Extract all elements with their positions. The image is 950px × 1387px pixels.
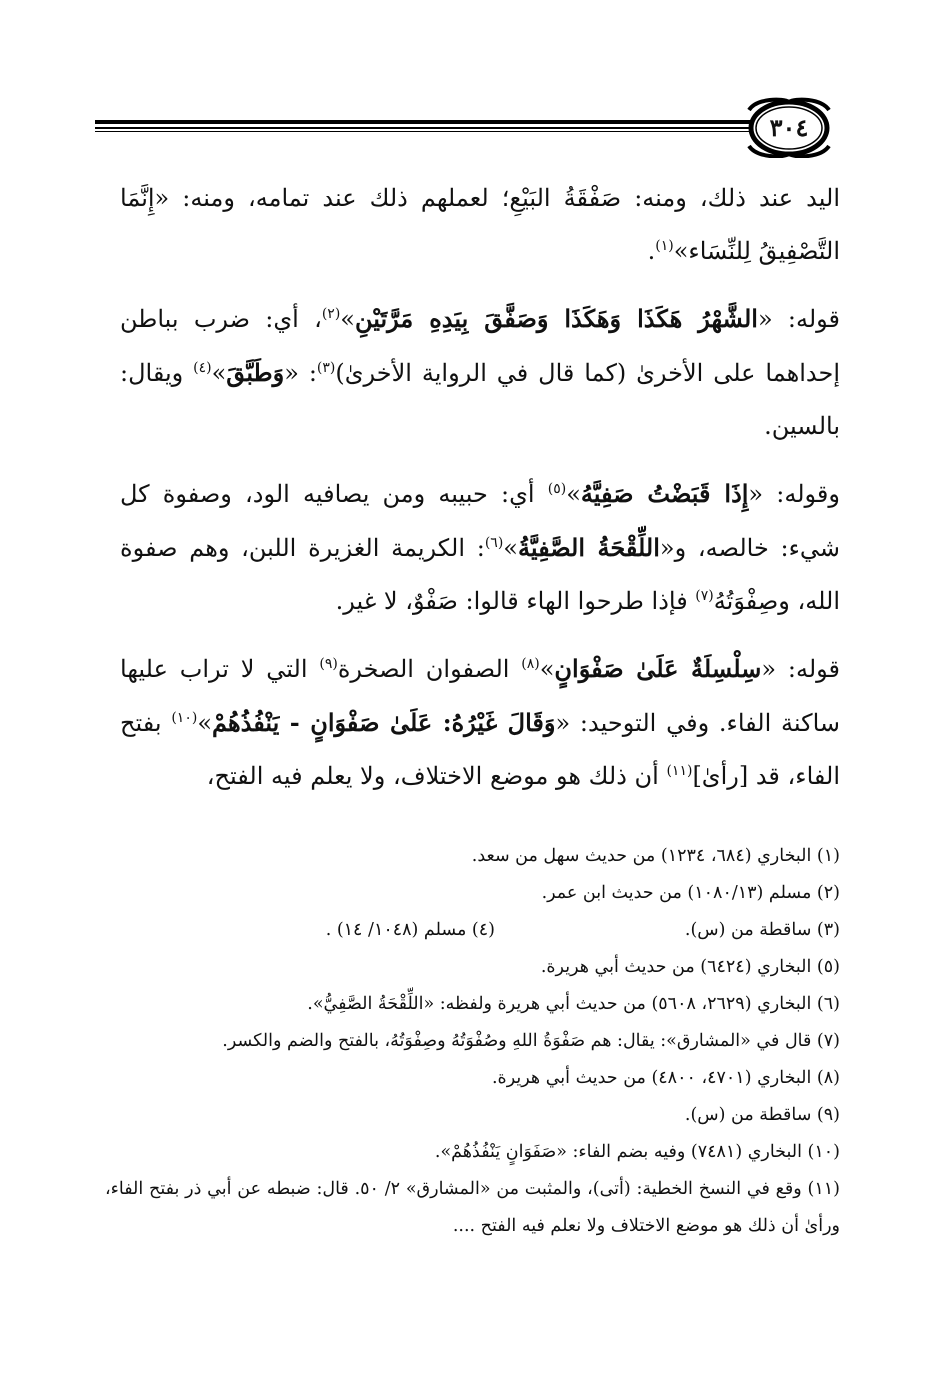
paragraph-text: ويقال: بالسين. bbox=[120, 359, 840, 440]
paragraph bbox=[120, 642, 840, 803]
footnote-ref: (٦) bbox=[484, 535, 504, 551]
paragraph-text: التي لا تراب عليها ساكنة الفاء. وفي التوحيد: « bbox=[120, 655, 840, 737]
paragraph-text: » bbox=[211, 359, 227, 387]
footnote-ref: (٩) bbox=[319, 656, 338, 672]
header-rule bbox=[95, 120, 753, 124]
paragraph-text: . bbox=[647, 237, 656, 265]
paragraph-text: اليد عند ذلك، ومنه: صَفْقَةُ البَيْعِ؛ لعملهم ذلك عند تمامه، ومنه: «إِنَّمَا التَّصْفِيقُ لِلنِّسَاء» bbox=[120, 184, 840, 265]
paragraph bbox=[120, 172, 840, 278]
paragraph-text: » bbox=[503, 534, 518, 562]
main-text bbox=[120, 172, 840, 817]
hadith-quote: وَطَبَّقَ bbox=[226, 358, 285, 387]
hadith-quote: وَقَالَ غَيْرُهُ: عَلَىٰ صَفْوَانٍ - يَنْفُذُهُمْ bbox=[212, 708, 556, 737]
footnote-ref: (٣) bbox=[316, 360, 336, 376]
footnote-row bbox=[105, 912, 840, 949]
footnote-ref: (٢) bbox=[321, 306, 341, 322]
paragraph-text: » bbox=[197, 709, 212, 737]
page-number: ٣٠٤ bbox=[769, 112, 809, 142]
paragraph-text: وقوله: « bbox=[748, 480, 840, 508]
paragraph-text: » bbox=[340, 305, 355, 333]
footnote: (٥) البخاري (٦٤٢٤) من حديث أبي هريرة. bbox=[540, 957, 840, 977]
paragraph bbox=[120, 292, 840, 453]
footnotes bbox=[105, 838, 840, 1245]
paragraph-text: فإذا طرحوا الهاء قالوا: صَفْوٌ، لا غير. bbox=[335, 587, 696, 615]
footnote: (٧) قال في «المشارق»: يقال: هم صَفْوَةُ اللهِ وصُفْوَتُهُ وصِفْوَتُهُ، بالفتح والضم والكسر. bbox=[222, 1031, 840, 1051]
paragraph-text: بفتح الفاء، قد [رأىٰ] bbox=[120, 709, 840, 790]
footnote: (٨) البخاري (٤٧٠١، ٤٨٠٠) من حديث أبي هريرة. bbox=[491, 1068, 840, 1088]
footnote: (٤) مسلم (١٠٤٨/ ١٤) . bbox=[325, 920, 495, 940]
footnote: (١١) وقع في النسخ الخطية: (أتى)، والمثبت من «المشارق» ٢/ ٥٠. قال: ضبطه عن أبي ذر بفتح الفاء، ورأىٰ أن ذلك هو موضع الاختلاف ولا نعلم فيه الفتح .... bbox=[105, 1179, 840, 1236]
header-rule bbox=[95, 127, 753, 129]
page-header bbox=[95, 96, 840, 158]
hadith-quote: اللِّقْحَةُ الصَّفِيَّةُ bbox=[517, 533, 660, 562]
paragraph-text: قوله: « bbox=[757, 305, 841, 333]
footnote-ref: (٥) bbox=[547, 481, 567, 497]
footnote: (٢) مسلم (١٠٨٠/١٣) من حديث ابن عمر. bbox=[541, 883, 840, 903]
hadith-quote: إِذَا قَبَضْتُ صَفِيَّهُ bbox=[580, 479, 749, 508]
hadith-quote: الشَّهْرُ هَكَذَا وَهَكَذَا وَصَفَّقَ بِيَدِهِ مَرَّتَيْنِ bbox=[354, 304, 758, 333]
footnote: (٣) ساقطة من (س). bbox=[684, 920, 840, 940]
paragraph-text: » bbox=[539, 655, 555, 683]
paragraph-text: قوله: « bbox=[761, 655, 840, 683]
paragraph-text: أي: حبيبه ومن يصافيه الود، وصفوة كل شيء: خالصه، و« bbox=[120, 480, 840, 562]
paragraph-text: الصفوان الصخرة bbox=[337, 655, 522, 683]
hadith-quote: سِلْسِلَةٌ عَلَىٰ صَفْوَانٍ bbox=[554, 654, 762, 683]
footnote: (٩) ساقطة من (س). bbox=[684, 1105, 840, 1125]
paragraph-text: : « bbox=[284, 359, 317, 387]
footnote-ref: (١٠) bbox=[171, 710, 198, 726]
footnote-ref: (٤) bbox=[193, 360, 212, 376]
footnote-ref: (٧) bbox=[695, 588, 714, 604]
paragraph-text: : الكريمة الغزيرة اللبن، وهم صفوة الله، وصِفْوَتُهُ bbox=[120, 534, 840, 615]
paragraph-text: ، أي: ضرب بباطن إحداهما على الأخرىٰ (كما قال في الرواية الأخرىٰ) bbox=[120, 305, 841, 387]
footnote: (١٠) البخاري (٧٤٨١) وفيه بضم الفاء: «صَفَوَانٍ يَنْفُذُهُمْ». bbox=[434, 1142, 840, 1162]
footnote: (٦) البخاري (٢٦٢٩، ٥٦٠٨) من حديث أبي هريرة ولفظه: «اللِّقْحَةُ الصَّفِيُّ». bbox=[307, 994, 840, 1014]
footnote-ref: (١١) bbox=[666, 763, 693, 779]
footnote: (١) البخاري (٦٨٤، ١٢٣٤) من حديث سهل من سعد. bbox=[471, 846, 840, 866]
header-rule bbox=[95, 131, 753, 132]
paragraph-text: أن ذلك هو موضع الاختلاف، ولا يعلم فيه الفتح، bbox=[206, 762, 667, 790]
paragraph-text: » bbox=[566, 480, 581, 508]
paragraph bbox=[120, 467, 840, 628]
footnote-ref: (١) bbox=[655, 238, 674, 254]
footnote-ref: (٨) bbox=[521, 656, 540, 672]
